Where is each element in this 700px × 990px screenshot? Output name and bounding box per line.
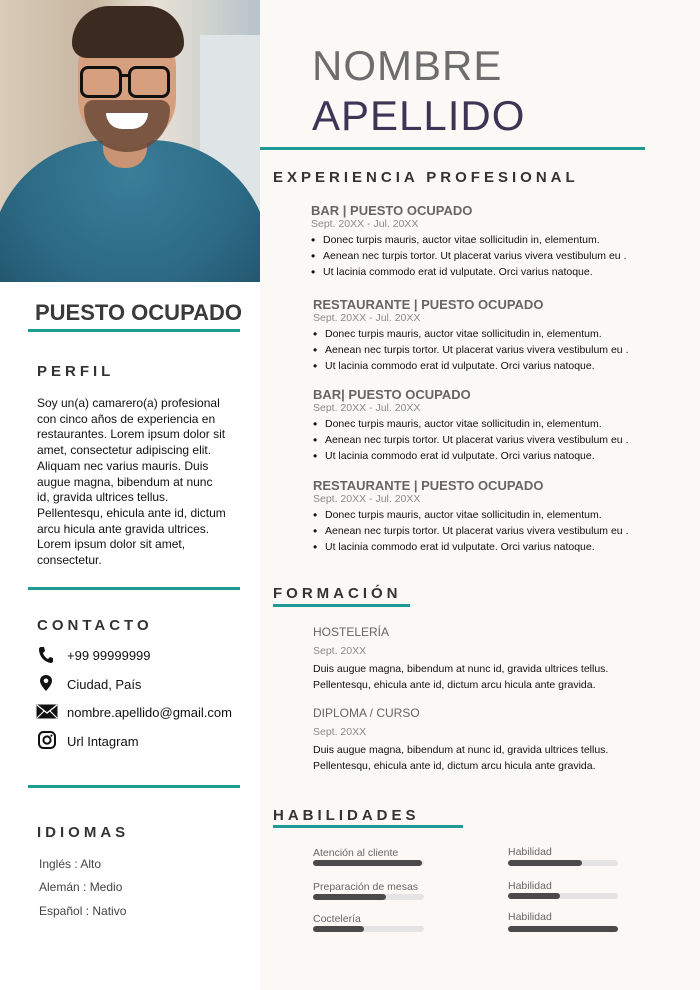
job-title: BAR | PUESTO OCUPADO <box>311 203 473 218</box>
job-bullet: • Ut lacinia commodo erat id vulputate. Orci varius natoque. <box>311 264 626 280</box>
job-bullet: • Donec turpis mauris, auctor vitae sollicitudin in, elementum. <box>313 416 628 432</box>
skill-bar <box>508 926 618 932</box>
job-bullet: • Donec turpis mauris, auctor vitae sollicitudin in, elementum. <box>311 232 626 248</box>
profile-text: Soy un(a) camarero(a) profesional con cinco años de experiencia en restaurantes. Lorem ipsum dolor sit amet, consectetur adipiscing elit. Aliquam nec varius mauris. Duis augue magna, bibendum at nunc id, gravida ultrices tellus. Pellentesqu, ehicula ante id, dictum arcu hicula ante gravida ultrices. Lorem ipsum dolor sit amet, consectetur. <box>37 396 226 568</box>
language-item: Español : Nativo <box>39 904 127 918</box>
job-2 <box>313 297 628 374</box>
email-text: nombre.apellido@gmail.com <box>67 705 232 720</box>
job-bullet: • Aenean nec turpis tortor. Ut placerat varius vivera vestibulum eu . <box>311 248 626 264</box>
education-title-text: DIPLOMA / CURSO <box>313 706 420 720</box>
phone-text: +99 99999999 <box>67 648 151 663</box>
job-bullet: • Donec turpis mauris, auctor vitae sollicitudin in, elementum. <box>313 326 628 342</box>
skill-bar-fill <box>313 894 386 900</box>
skill-bar <box>313 894 424 900</box>
education-text: Duis augue magna, bibendum at nunc id, gravida ultrices tellus. Pellentesqu, ehicula ante id, dictum arcu hicula ante gravida. <box>313 744 609 772</box>
phone-icon <box>38 646 54 664</box>
education-item <box>313 706 643 774</box>
job-bullet: • Aenean nec turpis tortor. Ut placerat varius vivera vestibulum eu . <box>313 432 628 448</box>
job-bullet: • Aenean nec turpis tortor. Ut placerat varius vivera vestibulum eu . <box>313 523 628 539</box>
skill-bar-fill <box>313 860 422 866</box>
skill-bar <box>313 926 424 932</box>
skill-label: Habilidad <box>508 846 552 858</box>
job-bullet: • Ut lacinia commodo erat id vulputate. Orci varius natoque. <box>313 448 628 464</box>
job-title: RESTAURANTE | PUESTO OCUPADO <box>313 297 544 312</box>
skills-underline <box>273 825 463 828</box>
instagram-icon <box>38 731 56 749</box>
education-date: Sept. 20XX <box>313 645 367 657</box>
name-underline <box>260 147 645 150</box>
skills-title: HABILIDADES <box>273 807 420 824</box>
education-title-text: HOSTELERÍA <box>313 625 390 639</box>
location-text: Ciudad, País <box>67 677 142 692</box>
languages-title: IDIOMAS <box>37 824 130 841</box>
divider <box>28 785 240 788</box>
education-text: Duis augue magna, bibendum at nunc id, gravida ultrices tellus. Pellentesqu, ehicula ante id, dictum arcu hicula ante gravida. <box>313 663 609 691</box>
language-item: Alemán : Medio <box>39 880 123 894</box>
skill-bar-fill <box>508 926 618 932</box>
profile-photo <box>0 0 260 282</box>
role-title: PUESTO OCUPADO <box>35 300 242 325</box>
skill-bar-fill <box>508 893 560 899</box>
location-pin-icon <box>39 674 53 692</box>
skill-bar-fill <box>313 926 364 932</box>
experience-title: EXPERIENCIA PROFESIONAL <box>273 169 579 186</box>
skill-label: Preparación de mesas <box>313 881 419 893</box>
skill-label: Atención al cliente <box>313 847 399 859</box>
job-bullet: • Aenean nec turpis tortor. Ut placerat varius vivera vestibulum eu . <box>313 342 628 358</box>
education-title: FORMACIÓN <box>273 585 402 602</box>
job-3 <box>313 387 628 464</box>
job-date: Sept. 20XX - Jul. 20XX <box>313 312 421 324</box>
education-item <box>313 625 643 693</box>
contact-title: CONTACTO <box>37 617 153 634</box>
job-date: Sept. 20XX - Jul. 20XX <box>313 402 421 414</box>
job-date: Sept. 20XX - Jul. 20XX <box>311 218 419 230</box>
email-icon <box>36 704 58 719</box>
role-underline <box>28 329 240 332</box>
job-1 <box>311 203 626 280</box>
skill-label: Habilidad <box>508 911 552 923</box>
first-name: NOMBRE <box>312 42 503 89</box>
skill-label: Coctelería <box>313 913 361 925</box>
last-name: APELLIDO <box>312 92 526 139</box>
job-date: Sept. 20XX - Jul. 20XX <box>313 493 421 505</box>
skill-bar <box>313 860 424 866</box>
education-date: Sept. 20XX <box>313 726 367 738</box>
language-item: Inglés : Alto <box>39 857 102 871</box>
skill-label: Habilidad <box>508 880 552 892</box>
education-underline <box>273 604 410 607</box>
job-bullet: • Ut lacinia commodo erat id vulputate. Orci varius natoque. <box>313 539 628 555</box>
skill-bar <box>508 893 618 899</box>
skill-bar <box>508 860 618 866</box>
divider <box>28 587 240 590</box>
instagram-text: Url Intagram <box>67 734 139 749</box>
job-bullet: • Donec turpis mauris, auctor vitae sollicitudin in, elementum. <box>313 507 628 523</box>
job-bullet: • Ut lacinia commodo erat id vulputate. Orci varius natoque. <box>313 358 628 374</box>
skill-bar-fill <box>508 860 582 866</box>
profile-title: PERFIL <box>37 363 115 380</box>
job-title: RESTAURANTE | PUESTO OCUPADO <box>313 478 544 493</box>
job-4 <box>313 478 628 555</box>
job-title: BAR| PUESTO OCUPADO <box>313 387 471 402</box>
